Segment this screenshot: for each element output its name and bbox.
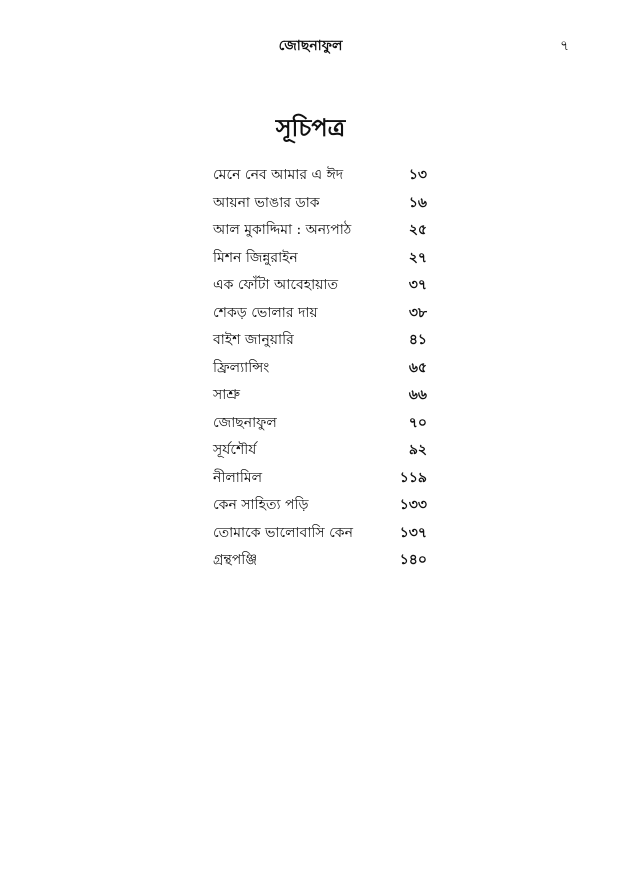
toc-entry-page: ১৪০ (399, 552, 427, 568)
toc-entry-title: সাশ্রু (213, 387, 241, 403)
toc-title: সূচিপত্র (275, 113, 346, 142)
toc-entry-title: তোমাকে ভালোবাসি কেন (213, 524, 353, 541)
toc-entry-page: ৩৭ (408, 277, 427, 293)
toc-entry-title: জোছনাফুল (213, 414, 277, 431)
toc-entry-title: শেকড় ভোলার দায় (213, 304, 318, 321)
toc-entry-page: ১১৯ (399, 469, 427, 486)
toc-row (213, 382, 427, 410)
toc-row (213, 300, 427, 328)
table-of-contents (213, 162, 427, 575)
toc-row (213, 327, 427, 355)
toc-entry-title: এক ফোঁটা আবেহায়াত (213, 277, 338, 293)
toc-row (213, 410, 427, 438)
toc-entry-page: ২৭ (408, 249, 427, 266)
toc-entry-page: ৪১ (408, 332, 427, 348)
toc-row (213, 437, 427, 465)
toc-row (213, 217, 427, 245)
toc-entry-page: ১৩ (408, 167, 427, 183)
toc-entry-title: কেন সাহিত্য পড়ি (213, 497, 309, 513)
toc-entry-page: ৬৫ (408, 359, 427, 376)
toc-row (213, 492, 427, 520)
toc-entry-page: ১৬ (408, 194, 427, 211)
toc-row (213, 162, 427, 190)
toc-entry-page: ৩৮ (408, 304, 427, 321)
toc-entry-page: ১৩৭ (399, 524, 427, 541)
page-number: ৭ (560, 38, 570, 54)
toc-entry-title: আল মুকাদ্দিমা : অন্যপাঠ (213, 222, 352, 238)
toc-row (213, 465, 427, 493)
toc-row (213, 520, 427, 548)
toc-entry-title: ফ্রিল্যান্সিং (213, 359, 270, 376)
running-title: জোছনাফুল (278, 38, 343, 54)
toc-entry-title: সূর্যশৌর্য (213, 442, 257, 458)
toc-entry-title: মেনে নেব আমার এ ঈদ (213, 167, 344, 183)
toc-row (213, 272, 427, 300)
toc-entry-title: আয়না ভাঙার ডাক (213, 194, 320, 211)
toc-entry-title: গ্রন্থপঞ্জি (213, 552, 258, 568)
toc-entry-title: নীলামিল (213, 469, 263, 486)
toc-entry-page: ২৫ (408, 222, 427, 238)
toc-entry-page: ৯২ (408, 442, 427, 458)
toc-entry-page: ১৩৩ (399, 497, 427, 513)
toc-row (213, 190, 427, 218)
toc-entry-page: ৭০ (408, 414, 427, 431)
toc-entry-title: বাইশ জানুয়ারি (213, 332, 294, 348)
toc-row (213, 547, 427, 575)
toc-row (213, 245, 427, 273)
toc-row (213, 355, 427, 383)
toc-entry-title: মিশন জিন্নুরাইন (213, 249, 298, 266)
toc-entry-page: ৬৬ (408, 387, 427, 403)
